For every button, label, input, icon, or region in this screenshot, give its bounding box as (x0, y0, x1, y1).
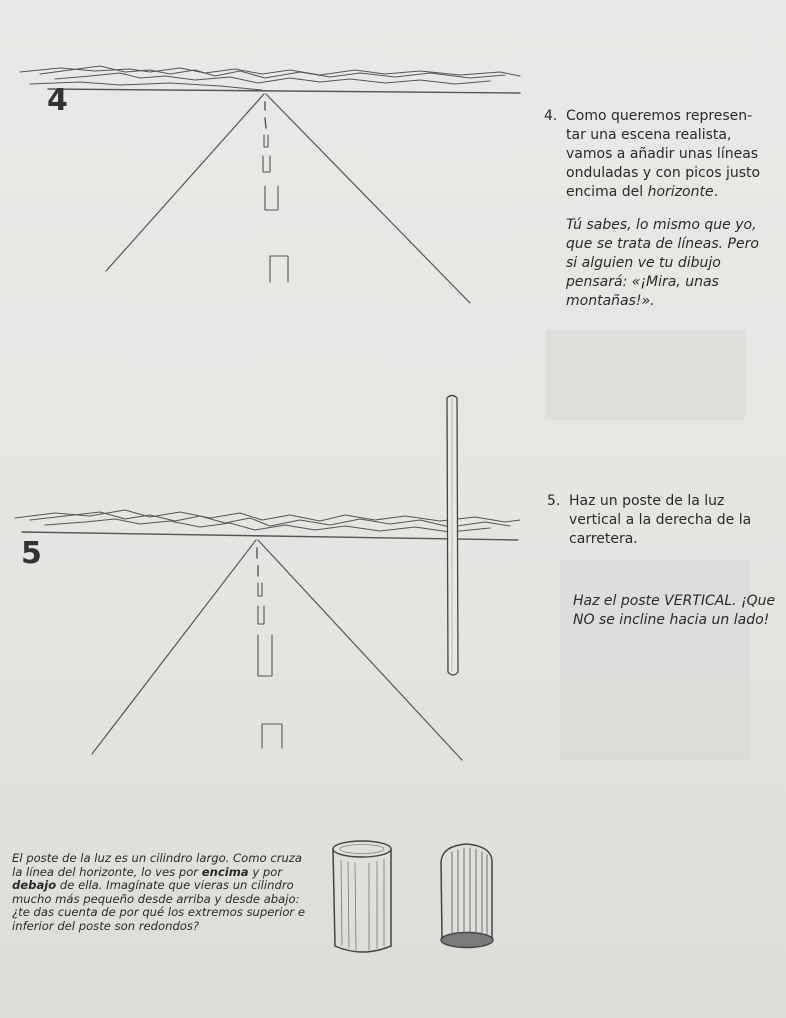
step4-horizon-term: horizonte (647, 184, 714, 200)
step4-horizon (48, 89, 520, 93)
step5-text (547, 492, 781, 563)
step5-number: 5 (21, 536, 42, 571)
step4-road-right (266, 94, 470, 303)
cylinder-top-view (333, 841, 391, 952)
caption-part3: de ella. Imagínate que vieras un cilindro mucho más pequeño desde arriba y desde abajo: ¿te das cuenta de por qué los extremos superior e inferior del poste son redondos? (12, 878, 305, 933)
step5-instruction: Haz un poste de la luz vertical a la derecha de la carretera. (569, 493, 752, 547)
step5-mountains (15, 510, 520, 522)
step4-instruction-text: Como queremos represen- tar una escena realista, vamos a añadir unas líneas onduladas y con picos justo encima del (566, 108, 761, 200)
step5-list-marker: 5. (547, 493, 561, 509)
step4-text (544, 107, 778, 325)
step5-horizon (22, 532, 518, 540)
step5-note: Haz el poste VERTICAL. ¡Que NO se incline hacia un lado! (573, 593, 776, 628)
step5-drawing (15, 396, 520, 761)
step4-list-marker: 4. (544, 108, 558, 124)
cylinder-caption (12, 852, 312, 934)
caption-bold-encima: encima (201, 864, 249, 879)
caption-bold-debajo: debajo (12, 878, 57, 893)
cylinder-bottom-view (441, 844, 493, 948)
caption-part2: y por (248, 864, 283, 879)
utility-pole (447, 396, 458, 676)
caption-part1: El poste de la luz es un cilindro largo. Como cruza la línea del horizonte, lo ves por (12, 851, 303, 879)
step4-instruction-end: . (713, 184, 719, 200)
step4-road-left (106, 94, 264, 271)
step5-road-left (92, 540, 256, 754)
step5-road-right (258, 540, 462, 760)
step4-drawing (20, 66, 520, 303)
step4-number: 4 (47, 83, 68, 118)
step4-instruction (566, 107, 778, 202)
step4-note: Tú sabes, lo mismo que yo, que se trata de líneas. Pero si alguien ve tu dibujo pensará: «¡Mira, unas montañas!». (566, 217, 759, 309)
